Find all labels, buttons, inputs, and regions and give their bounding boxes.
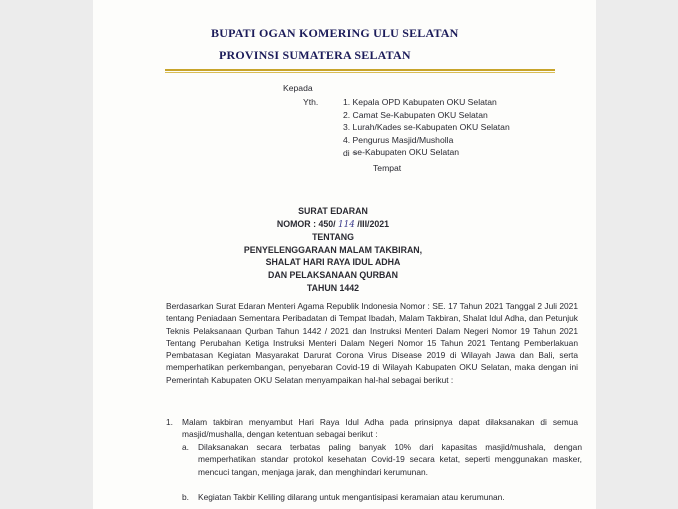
letterhead-rule — [165, 69, 555, 71]
subject-line: TAHUN 1442 — [306, 282, 360, 293]
recipient-item: 1. Kepala OPD Kabupaten OKU Selatan — [343, 97, 497, 107]
letterhead-line2: PROVINSI SUMATERA SELATAN — [219, 48, 411, 62]
tentang-heading: TENTANG — [312, 232, 354, 243]
tempat-label: Tempat — [373, 163, 402, 173]
letterhead-rule-thin — [165, 72, 555, 73]
surat-edaran-heading: SURAT EDARAN — [298, 206, 368, 216]
scan-margin-right — [596, 0, 678, 509]
nomor-line — [223, 218, 443, 232]
yth-label: Yth. — [303, 97, 319, 107]
sub-item-text: Dilaksanakan secara terbatas paling banyak 10% dari kapasitas masjid/mushala, dengan memperhatikan standar protokol kesehatan Covid-19 secara ketat, seperti menggunakan masker, mencuci tangan, menjaga jarak, dan menghindari kerumunan. — [198, 442, 582, 477]
sub-item-text: Kegiatan Takbir Keliling dilarang untuk mengantisipasi keramaian atau kerumunan. — [198, 492, 505, 502]
item-number: 1. — [166, 417, 173, 427]
intro-text: Berdasarkan Surat Edaran Menteri Agama Republik Indonesia Nomor : SE. 17 Tahun 2021 Tanggal 2 Juli 2021 tentang Peniadaan Sementara Peribadatan di Tempat Ibadah, Malam Takbiran, Shalat Idul Adha, dan Petunjuk Teknis Pelaksanaan Qurban Tahun 1442 / 2021 dan Instruksi Menteri Dalam Negeri Nomor 19 Tahun 2021 Tentang Perubahan Ketiga Instruksi Menteri Dalam Negeri Nomor 15 Tahun 2021 Tentang Pemberlakuan Pembatasan Kegiatan Masyarakat Darurat Corona Virus Disease 2019 di Wilayah Jawa dan Bali, serta memperhatikan perkembangan, penyebaran Covid-19 di Wilayah Kabupaten OKU Selatan, maka dengan ini Pemerintah Kabupaten OKU Selatan menyampaikan hal-hal sebagai berikut : — [166, 301, 578, 385]
intro-paragraph — [166, 300, 578, 386]
letter-title — [223, 205, 443, 294]
letterhead-line1: BUPATI OGAN KOMERING ULU SELATAN — [211, 26, 459, 40]
scan-margin-left — [0, 0, 93, 509]
nomor-prefix: NOMOR : 450/ — [276, 218, 336, 229]
di-label: di ~ — [343, 148, 358, 158]
recipient-list — [343, 96, 510, 159]
subject-line: PENYELENGGARAAN MALAM TAKBIRAN, — [243, 244, 423, 255]
nomor-handwritten: 114 — [338, 219, 355, 230]
letterhead — [211, 22, 471, 66]
sub-item-label: a. — [182, 442, 189, 452]
recipient-item: 2. Camat Se-Kabupaten OKU Selatan — [343, 109, 488, 120]
item-text: Malam takbiran menyambut Hari Raya Idul Adha pada prinsipnya dapat dilaksanakan di semua masjid/mushalla, dengan ketentuan sebagai berikut : — [182, 417, 578, 440]
recipient-item: 4. Pengurus Masjid/Musholla — [343, 134, 454, 145]
subject-line: DAN PELAKSANAAN QURBAN — [268, 269, 398, 280]
letter-page — [93, 0, 596, 509]
subject-line: SHALAT HARI RAYA IDUL ADHA — [265, 257, 401, 268]
recipient-item: 3. Lurah/Kades se-Kabupaten OKU Selatan — [343, 122, 510, 132]
recipient-item: se-Kabupaten OKU Selatan — [353, 147, 460, 157]
nomor-suffix: /III/2021 — [357, 218, 390, 229]
sub-item-label: b. — [182, 492, 189, 502]
kepada-label: Kepada — [283, 83, 313, 93]
